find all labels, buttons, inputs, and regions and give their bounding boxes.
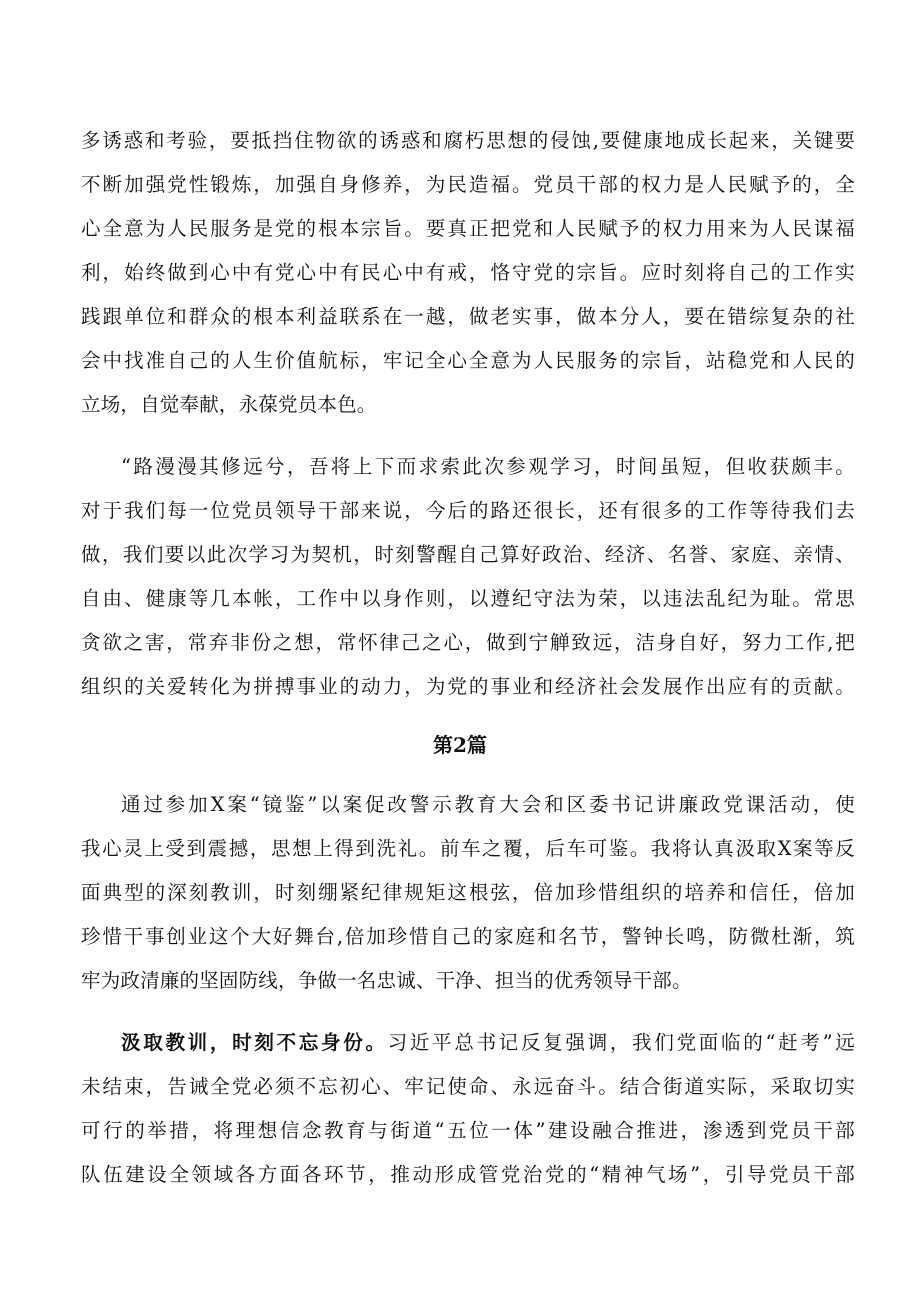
text-line	[121, 1030, 855, 1056]
paragraph-lead: 汲取教训，时刻不忘身份。	[121, 1031, 388, 1054]
section-heading: 第2篇	[433, 733, 487, 757]
text-line: 做，我们要以此次学习为契机，时刻警醒自己算好政治、经济、名誉、家庭、亲情、	[81, 543, 855, 566]
text-line: 利，始终做到心中有党心中有民心中有戒，恪守党的宗旨。应时刻将自己的工作实	[81, 261, 855, 284]
paragraph-text: 习近平总书记反复强调，我们党面临的“赶考”远	[387, 1031, 856, 1054]
text-line: 会中找准自己的人生价值航标，牢记全心全意为人民服务的宗旨，站稳党和人民的	[81, 349, 855, 372]
text-line: 通过参加X案“镜鉴”以案促改警示教育大会和区委书记讲廉政党课活动，使	[121, 793, 855, 816]
text-line: 对于我们每一位党员领导干部来说，今后的路还很长，还有很多的工作等待我们去	[81, 499, 855, 522]
text-line: 多诱惑和考验，要抵挡住物欲的诱惑和腐朽思想的侵蚀,要健康地成长起来，关键要	[81, 129, 855, 152]
text-line: 可行的举措，将理想信念教育与街道“五位一体”建设融合推进，渗透到党员干部	[81, 1119, 855, 1142]
text-line: 珍惜干事创业这个大好舞台,倍加珍惜自己的家庭和名节，警钟长鸣，防微杜渐，筑	[81, 925, 855, 948]
text-line: 贪欲之害，常弃非份之想，常怀律己之心，做到宁觯致远，洁身自好，努力工作,把	[81, 631, 855, 654]
text-line: 践跟单位和群众的根本利益联系在一越，做老实事，做本分人，要在错综复杂的社	[81, 305, 855, 328]
text-line: 心全意为人民服务是党的根本宗旨。要真正把党和人民赋予的权力用来为人民谋福	[81, 217, 855, 240]
text-line: 立场，自觉奉献，永葆党员本色。	[81, 393, 377, 416]
text-line: 未结束，告诫全党必须不忘初心、牢记使命、永远奋斗。结合街道实际，采取切实	[81, 1075, 855, 1098]
text-line: “路漫漫其修远兮，吾将上下而求索此次参观学习，时间虽短，但收获颇丰。	[121, 455, 855, 478]
text-line: 不断加强党性锻炼，加强自身修养，为民造福。党员干部的权力是人民赋予的，全	[81, 173, 855, 196]
text-line: 我心灵上受到震撼，思想上得到洗礼。前车之覆，后车可鉴。我将认真汲取X案等反	[81, 837, 855, 860]
text-line: 自由、健康等几本帐，工作中以身作则，以遵纪守法为荣，以违法乱纪为耻。常思	[81, 587, 855, 610]
text-line: 组织的关爱转化为拼搏事业的动力，为党的事业和经济社会发展作出应有的贡献。	[81, 675, 855, 698]
text-line: 牢为政清廉的坚固防线，争做一名忠诚、干净、担当的优秀领导干部。	[81, 969, 692, 992]
text-line: 队伍建设全领域各方面各环节，推动形成管党治党的“精神气场”，引导党员干部	[81, 1163, 855, 1186]
text-line: 面典型的深刻教训，时刻绷紧纪律规矩这根弦，倍加珍惜组织的培养和信任，倍加	[81, 881, 855, 904]
